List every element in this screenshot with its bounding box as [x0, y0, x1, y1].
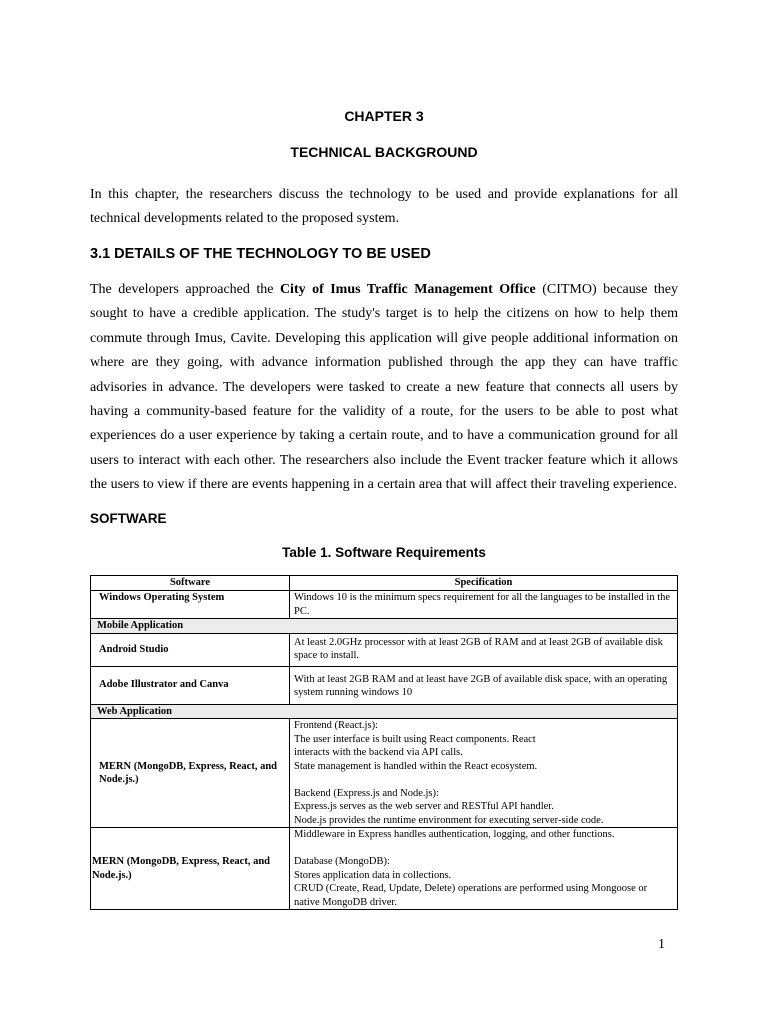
software-requirements-table	[90, 575, 678, 910]
group-label-web: Web Application	[91, 704, 678, 719]
group-row	[91, 704, 678, 719]
table-row	[91, 591, 678, 619]
software-cell: Adobe Illustrator and Canva	[91, 666, 290, 704]
software-heading: SOFTWARE	[90, 511, 167, 526]
header-specification: Specification	[290, 576, 678, 591]
specification-cell: With at least 2GB RAM and at least have 2GB of available disk space, with an operating system running windows 10	[290, 666, 678, 704]
chapter-label: CHAPTER 3	[344, 108, 424, 124]
software-cell: Windows Operating System	[91, 591, 290, 619]
software-cell: MERN (MongoDB, Express, React, and Node.js.)	[91, 719, 290, 828]
software-cell: MERN (MongoDB, Express, React, and Node.js.)	[91, 828, 290, 910]
page-number: 1	[658, 937, 665, 952]
specification-cell: At least 2.0GHz processor with at least 2GB of RAM and at least 2GB of available disk space to install.	[290, 633, 678, 666]
header-software: Software	[91, 576, 290, 591]
intro-paragraph: In this chapter, the researchers discuss the technology to be used and provide explanations for all technical developments related to the proposed system.	[90, 187, 678, 227]
table-header-row	[91, 576, 678, 591]
group-row	[91, 619, 678, 634]
paragraph-text-end: (CITMO) because they sought to have a credible application. The study's target is to help the citizens on how to help them commute through Imus, Cavite. Developing this application will give people additional information on where are they going, with advance information published through the app they can have traffic advisories in advance. The developers were tasked to create a new feature that connects all users by having a community-based feature for the validity of a route, for the users to be able to post what experiences do a user experience by taking a certain route, and to have a communication ground for all users to interact with each other. The researchers also include the Event tracker feature which it allows the users to view if there are events happening in a certain area that will affect their traveling experience.	[90, 282, 678, 493]
table-caption: Table 1. Software Requirements	[282, 545, 486, 560]
table-row	[91, 666, 678, 704]
specification-cell: Middleware in Express handles authentication, logging, and other functions. Database (MongoDB): Stores application data in collections. CRUD (Create, Read, Update, Delete) operations are performed using Mongoose or native MongoDB driver.	[290, 828, 678, 910]
paragraph-text-start: The developers approached the	[90, 282, 280, 297]
table-row	[91, 633, 678, 666]
specification-cell: Frontend (React.js): The user interface is built using React components. React interacts with the backend via API calls. State management is handled within the React ecosystem. Backend (Express.js and Node.js): Express.js serves as the web server and RESTful API handler. Node.js provides the runtime environment for executing server-side code.	[290, 719, 678, 828]
section-heading: 3.1 DETAILS OF THE TECHNOLOGY TO BE USED	[90, 246, 431, 262]
table-row	[91, 719, 678, 828]
organization-name: City of Imus Traffic Management Office	[279, 282, 536, 297]
specification-cell: Windows 10 is the minimum specs requirement for all the languages to be installed in the PC.	[290, 591, 678, 619]
section-paragraph	[90, 278, 678, 498]
table-row	[91, 828, 678, 910]
software-cell: Android Studio	[91, 633, 290, 666]
group-label-mobile: Mobile Application	[91, 619, 678, 634]
chapter-title: TECHNICAL BACKGROUND	[290, 144, 478, 160]
